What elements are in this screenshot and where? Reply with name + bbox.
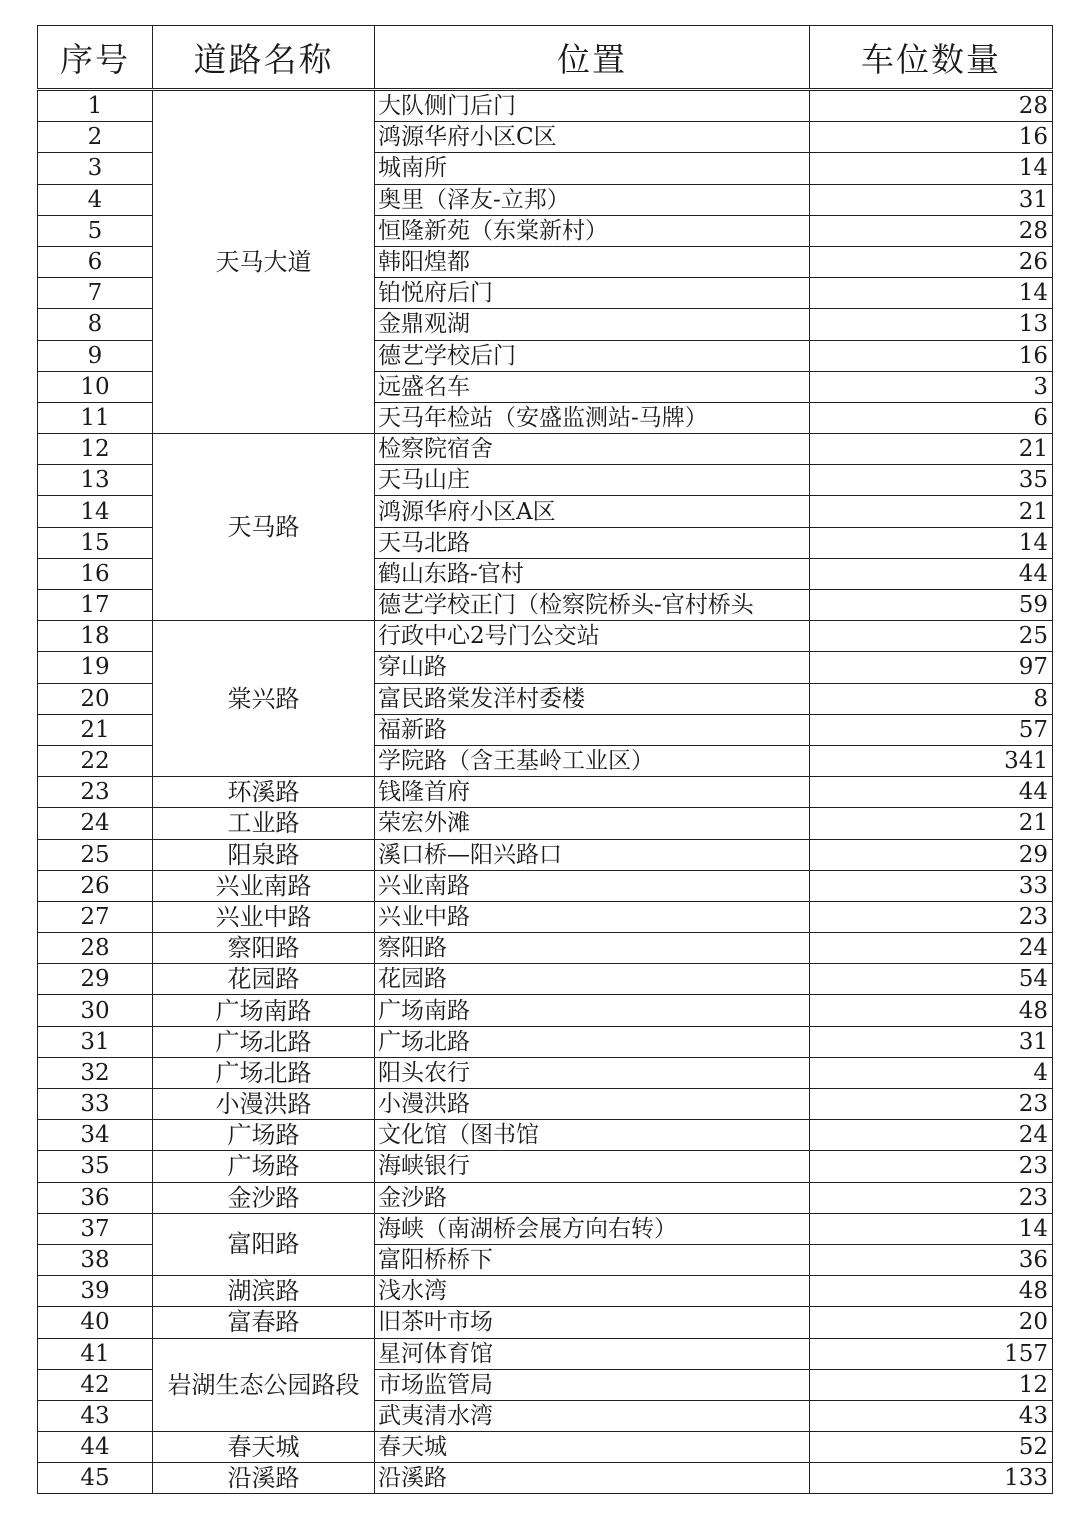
road-name-cell: 天马路	[153, 434, 375, 621]
count-cell: 26	[810, 246, 1053, 277]
location-cell: 金沙路	[375, 1182, 810, 1213]
count-cell: 23	[810, 1182, 1053, 1213]
seq-cell: 1	[38, 90, 153, 122]
count-cell: 44	[810, 777, 1053, 808]
seq-cell: 4	[38, 184, 153, 215]
location-cell: 钱隆首府	[375, 777, 810, 808]
count-cell: 14	[810, 153, 1053, 184]
count-cell: 25	[810, 621, 1053, 652]
road-name-cell: 天马大道	[153, 90, 375, 434]
count-cell: 57	[810, 714, 1053, 745]
seq-cell: 37	[38, 1213, 153, 1244]
location-cell: 铂悦府后门	[375, 278, 810, 309]
count-cell: 14	[810, 278, 1053, 309]
location-cell: 察阳路	[375, 933, 810, 964]
seq-cell: 42	[38, 1369, 153, 1400]
header-seq: 序号	[38, 26, 153, 90]
count-cell: 35	[810, 465, 1053, 496]
seq-cell: 21	[38, 714, 153, 745]
table-row	[38, 434, 1053, 465]
count-cell: 21	[810, 496, 1053, 527]
seq-cell: 25	[38, 839, 153, 870]
count-cell: 21	[810, 434, 1053, 465]
location-cell: 春天城	[375, 1432, 810, 1463]
seq-cell: 43	[38, 1400, 153, 1431]
location-cell: 韩阳煌都	[375, 246, 810, 277]
seq-cell: 34	[38, 1120, 153, 1151]
seq-cell: 6	[38, 246, 153, 277]
location-cell: 兴业中路	[375, 901, 810, 932]
seq-cell: 44	[38, 1432, 153, 1463]
seq-cell: 19	[38, 652, 153, 683]
count-cell: 3	[810, 371, 1053, 402]
seq-cell: 7	[38, 278, 153, 309]
location-cell: 鸿源华府小区A区	[375, 496, 810, 527]
parking-spaces-table	[37, 25, 1053, 1494]
location-cell: 星河体育馆	[375, 1338, 810, 1369]
count-cell: 48	[810, 1276, 1053, 1307]
count-cell: 13	[810, 309, 1053, 340]
table-row	[38, 933, 1053, 964]
location-cell: 远盛名车	[375, 371, 810, 402]
count-cell: 16	[810, 340, 1053, 371]
location-cell: 检察院宿舍	[375, 434, 810, 465]
road-name-cell: 广场南路	[153, 995, 375, 1026]
road-name-cell: 广场北路	[153, 1057, 375, 1088]
location-cell: 武夷清水湾	[375, 1400, 810, 1431]
seq-cell: 33	[38, 1089, 153, 1120]
road-name-cell: 湖滨路	[153, 1276, 375, 1307]
count-cell: 54	[810, 964, 1053, 995]
table-row	[38, 1432, 1053, 1463]
seq-cell: 11	[38, 402, 153, 433]
seq-cell: 31	[38, 1026, 153, 1057]
road-name-cell: 广场路	[153, 1120, 375, 1151]
location-cell: 溪口桥—阳兴路口	[375, 839, 810, 870]
location-cell: 浅水湾	[375, 1276, 810, 1307]
seq-cell: 28	[38, 933, 153, 964]
seq-cell: 16	[38, 558, 153, 589]
location-cell: 大队侧门后门	[375, 90, 810, 122]
location-cell: 行政中心2号门公交站	[375, 621, 810, 652]
location-cell: 海峡（南湖桥会展方向右转）	[375, 1213, 810, 1244]
seq-cell: 32	[38, 1057, 153, 1088]
header-count: 车位数量	[810, 26, 1053, 90]
road-name-cell: 富春路	[153, 1307, 375, 1338]
seq-cell: 22	[38, 745, 153, 776]
seq-cell: 26	[38, 870, 153, 901]
seq-cell: 30	[38, 995, 153, 1026]
count-cell: 52	[810, 1432, 1053, 1463]
location-cell: 兴业南路	[375, 870, 810, 901]
count-cell: 29	[810, 839, 1053, 870]
road-name-cell: 广场北路	[153, 1026, 375, 1057]
location-cell: 奥里（泽友-立邦）	[375, 184, 810, 215]
location-cell: 金鼎观湖	[375, 309, 810, 340]
count-cell: 4	[810, 1057, 1053, 1088]
count-cell: 16	[810, 122, 1053, 153]
table-row	[38, 1151, 1053, 1182]
table-row	[38, 1338, 1053, 1369]
count-cell: 14	[810, 1213, 1053, 1244]
count-cell: 31	[810, 1026, 1053, 1057]
table-row	[38, 90, 1053, 122]
count-cell: 8	[810, 683, 1053, 714]
table-row	[38, 808, 1053, 839]
table-row	[38, 1213, 1053, 1244]
seq-cell: 23	[38, 777, 153, 808]
road-name-cell: 沿溪路	[153, 1463, 375, 1494]
road-name-cell: 春天城	[153, 1432, 375, 1463]
table-row	[38, 1182, 1053, 1213]
count-cell: 28	[810, 215, 1053, 246]
count-cell: 23	[810, 1151, 1053, 1182]
location-cell: 城南所	[375, 153, 810, 184]
seq-cell: 24	[38, 808, 153, 839]
location-cell: 穿山路	[375, 652, 810, 683]
table-row	[38, 1120, 1053, 1151]
road-name-cell: 察阳路	[153, 933, 375, 964]
road-name-cell: 工业路	[153, 808, 375, 839]
seq-cell: 17	[38, 590, 153, 621]
table-row	[38, 621, 1053, 652]
table-row	[38, 1276, 1053, 1307]
table-body	[38, 90, 1053, 1494]
location-cell: 德艺学校正门（检察院桥头-官村桥头	[375, 590, 810, 621]
road-name-cell: 富阳路	[153, 1213, 375, 1275]
count-cell: 97	[810, 652, 1053, 683]
location-cell: 沿溪路	[375, 1463, 810, 1494]
table-row	[38, 777, 1053, 808]
road-name-cell: 环溪路	[153, 777, 375, 808]
road-name-cell: 棠兴路	[153, 621, 375, 777]
seq-cell: 27	[38, 901, 153, 932]
seq-cell: 40	[38, 1307, 153, 1338]
seq-cell: 9	[38, 340, 153, 371]
location-cell: 荣宏外滩	[375, 808, 810, 839]
count-cell: 133	[810, 1463, 1053, 1494]
header-row	[38, 26, 1053, 90]
seq-cell: 13	[38, 465, 153, 496]
header-location: 位置	[375, 26, 810, 90]
location-cell: 福新路	[375, 714, 810, 745]
seq-cell: 15	[38, 527, 153, 558]
seq-cell: 3	[38, 153, 153, 184]
table-row	[38, 995, 1053, 1026]
location-cell: 广场北路	[375, 1026, 810, 1057]
table-row	[38, 1463, 1053, 1494]
table-row	[38, 964, 1053, 995]
seq-cell: 41	[38, 1338, 153, 1369]
count-cell: 12	[810, 1369, 1053, 1400]
location-cell: 文化馆（图书馆	[375, 1120, 810, 1151]
count-cell: 24	[810, 933, 1053, 964]
header-road: 道路名称	[153, 26, 375, 90]
location-cell: 学院路（含王基岭工业区）	[375, 745, 810, 776]
count-cell: 48	[810, 995, 1053, 1026]
road-name-cell: 兴业中路	[153, 901, 375, 932]
count-cell: 157	[810, 1338, 1053, 1369]
table-row	[38, 1089, 1053, 1120]
seq-cell: 29	[38, 964, 153, 995]
location-cell: 天马北路	[375, 527, 810, 558]
location-cell: 小漫洪路	[375, 1089, 810, 1120]
seq-cell: 10	[38, 371, 153, 402]
count-cell: 23	[810, 901, 1053, 932]
seq-cell: 5	[38, 215, 153, 246]
table-row	[38, 1307, 1053, 1338]
road-name-cell: 阳泉路	[153, 839, 375, 870]
location-cell: 富阳桥桥下	[375, 1244, 810, 1275]
count-cell: 20	[810, 1307, 1053, 1338]
location-cell: 天马山庄	[375, 465, 810, 496]
seq-cell: 8	[38, 309, 153, 340]
location-cell: 市场监管局	[375, 1369, 810, 1400]
count-cell: 23	[810, 1089, 1053, 1120]
location-cell: 旧茶叶市场	[375, 1307, 810, 1338]
table-row	[38, 1057, 1053, 1088]
count-cell: 28	[810, 90, 1053, 122]
parking-table-sheet	[37, 25, 1052, 1494]
road-name-cell: 广场路	[153, 1151, 375, 1182]
count-cell: 31	[810, 184, 1053, 215]
count-cell: 33	[810, 870, 1053, 901]
location-cell: 阳头农行	[375, 1057, 810, 1088]
road-name-cell: 兴业南路	[153, 870, 375, 901]
location-cell: 天马年检站（安盛监测站-马牌）	[375, 402, 810, 433]
count-cell: 59	[810, 590, 1053, 621]
table-row	[38, 870, 1053, 901]
seq-cell: 20	[38, 683, 153, 714]
table-row	[38, 1026, 1053, 1057]
location-cell: 恒隆新苑（东棠新村）	[375, 215, 810, 246]
seq-cell: 18	[38, 621, 153, 652]
table-row	[38, 839, 1053, 870]
location-cell: 海峡银行	[375, 1151, 810, 1182]
road-name-cell: 岩湖生态公园路段	[153, 1338, 375, 1432]
location-cell: 德艺学校后门	[375, 340, 810, 371]
road-name-cell: 小漫洪路	[153, 1089, 375, 1120]
road-name-cell: 金沙路	[153, 1182, 375, 1213]
count-cell: 6	[810, 402, 1053, 433]
count-cell: 44	[810, 558, 1053, 589]
seq-cell: 2	[38, 122, 153, 153]
count-cell: 14	[810, 527, 1053, 558]
road-name-cell: 花园路	[153, 964, 375, 995]
count-cell: 36	[810, 1244, 1053, 1275]
location-cell: 鹤山东路-官村	[375, 558, 810, 589]
seq-cell: 14	[38, 496, 153, 527]
table-row	[38, 901, 1053, 932]
seq-cell: 39	[38, 1276, 153, 1307]
seq-cell: 35	[38, 1151, 153, 1182]
location-cell: 广场南路	[375, 995, 810, 1026]
seq-cell: 38	[38, 1244, 153, 1275]
location-cell: 富民路棠发洋村委楼	[375, 683, 810, 714]
count-cell: 21	[810, 808, 1053, 839]
seq-cell: 12	[38, 434, 153, 465]
seq-cell: 45	[38, 1463, 153, 1494]
count-cell: 24	[810, 1120, 1053, 1151]
location-cell: 鸿源华府小区C区	[375, 122, 810, 153]
count-cell: 341	[810, 745, 1053, 776]
location-cell: 花园路	[375, 964, 810, 995]
seq-cell: 36	[38, 1182, 153, 1213]
count-cell: 43	[810, 1400, 1053, 1431]
